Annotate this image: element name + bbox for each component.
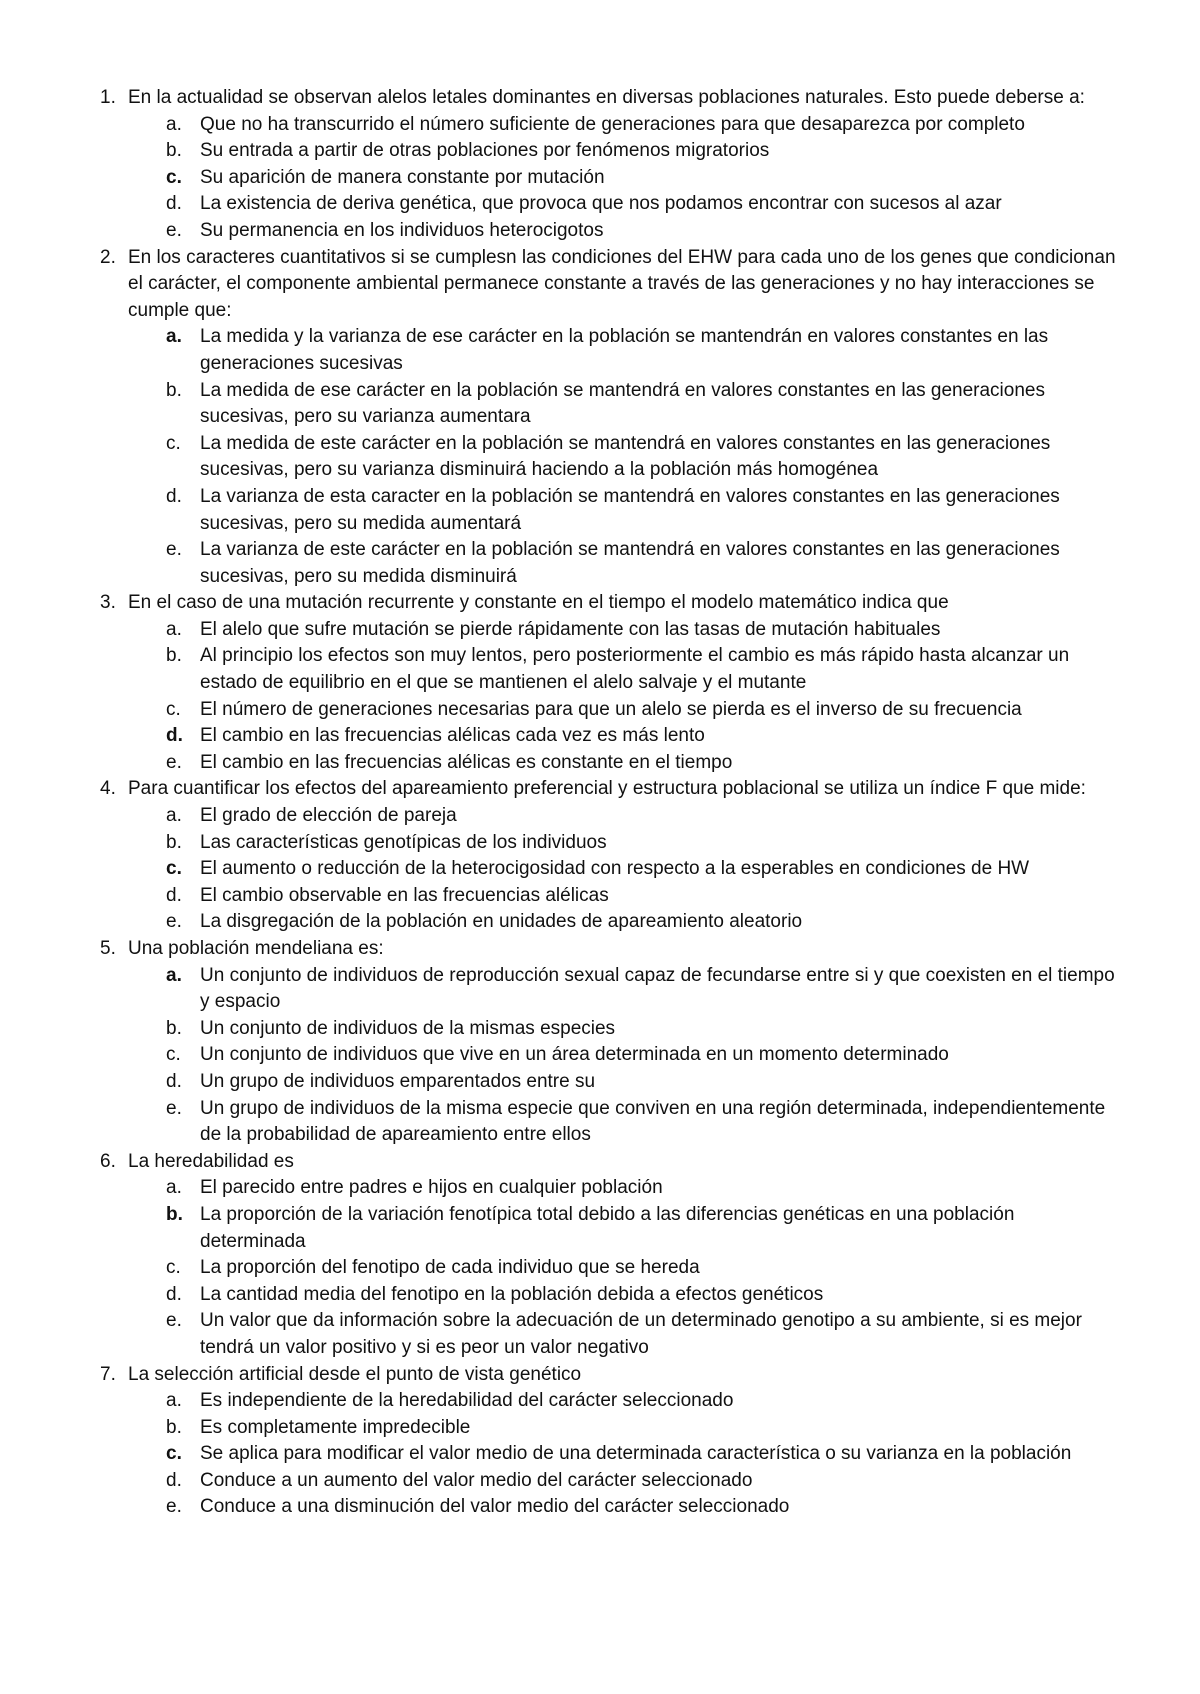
option-text: Es completamente impredecible: [200, 1416, 471, 1438]
answer-options: [128, 617, 1120, 777]
question-text: La selección artificial desde el punto de vista genético: [128, 1363, 582, 1385]
option-letter: e.: [166, 911, 182, 933]
question-text: La heredabilidad es: [128, 1150, 294, 1172]
answer-option: [166, 1069, 1120, 1096]
option-letter: d.: [166, 1469, 182, 1491]
option-letter: e.: [166, 751, 182, 773]
answer-option: [166, 1255, 1120, 1282]
question-text: Una población mendeliana es:: [128, 938, 384, 959]
option-text: El cambio en las frecuencias alélicas es constante en el tiempo: [200, 751, 733, 773]
option-text: La medida de este carácter en la población se mantendrá en valores constantes en las generaciones sucesivas, pero su varianza disminuirá haciendo a la población más homogénea: [200, 432, 1051, 481]
option-letter: b.: [166, 645, 182, 667]
option-text: El cambio observable en las frecuencias alélicas: [200, 884, 609, 906]
option-text: Su entrada a partir de otras poblaciones por fenómenos migratorios: [200, 140, 770, 162]
option-text: Al principio los efectos son muy lentos, pero posteriormente el cambio es más rápido hasta alcanzar un estado de equilibrio en el que se mantienen el alelo salvaje y el mutante: [200, 645, 1070, 694]
question-7: [100, 1362, 1120, 1522]
answer-option: [166, 617, 1120, 644]
option-letter: a.: [166, 805, 182, 827]
option-letter: a.: [166, 1390, 182, 1412]
answer-option: [166, 803, 1120, 830]
option-text: El cambio en las frecuencias alélicas cada vez es más lento: [200, 725, 705, 747]
option-text: Su permanencia en los individuos heterocigotos: [200, 219, 604, 241]
answer-option: [166, 191, 1120, 218]
option-text: La existencia de deriva genética, que provoca que nos podamos encontrar con sucesos al azar: [200, 193, 1002, 215]
option-text: Un grupo de individuos emparentados entre su: [200, 1070, 596, 1092]
answer-option: [166, 1468, 1120, 1495]
option-text: Su aparición de manera constante por mutación: [200, 166, 605, 188]
answer-option: [166, 1016, 1120, 1043]
option-text: Un conjunto de individuos de la mismas especies: [200, 1017, 616, 1039]
answer-option: [166, 537, 1120, 590]
option-text: El aumento o reducción de la heterocigosidad con respecto a la esperables en condiciones de HW: [200, 858, 1030, 880]
correct-option-letter: b.: [166, 1203, 183, 1225]
answer-option: [166, 830, 1120, 857]
question-number: 4.: [100, 778, 116, 800]
option-letter: d.: [166, 485, 182, 507]
answer-option: [166, 963, 1120, 1016]
option-letter: d.: [166, 193, 182, 215]
option-text: Las características genotípicas de los individuos: [200, 831, 607, 853]
option-letter: b.: [166, 1416, 182, 1438]
question-number: 2.: [100, 246, 116, 268]
option-text: La medida y la varianza de ese carácter en la población se mantendrán en valores constantes en las generaciones sucesivas: [200, 326, 1049, 374]
option-text: La proporción de la variación fenotípica total debido a las diferencias genéticas en una población determinada: [200, 1203, 1015, 1252]
option-letter: c.: [166, 698, 181, 720]
option-text: El número de generaciones necesarias para que un alelo se pierda es el inverso de su frecuencia: [200, 698, 1022, 720]
answer-option: [166, 218, 1120, 245]
question-number: 3.: [100, 592, 116, 614]
answer-option: [166, 1308, 1120, 1361]
question-text: En la actualidad se observan alelos letales dominantes en diversas poblaciones naturales. Esto puede deberse a:: [128, 87, 1085, 108]
answer-option: [166, 378, 1120, 431]
option-text: Un grupo de individuos de la misma especie que conviven en una región determinada, independientemente de la probabilidad de apareamiento entre ellos: [200, 1097, 1106, 1146]
correct-option-letter: a.: [166, 326, 182, 348]
question-1: [100, 85, 1120, 245]
option-letter: d.: [166, 1070, 182, 1092]
option-letter: a.: [166, 1177, 182, 1199]
option-letter: b.: [166, 831, 182, 853]
correct-option-letter: a.: [166, 964, 182, 986]
correct-option-letter: c.: [166, 1443, 182, 1465]
answer-option: [166, 324, 1120, 377]
option-text: Conduce a un aumento del valor medio del carácter seleccionado: [200, 1469, 753, 1491]
option-text: Un conjunto de individuos que vive en un área determinada en un momento determinado: [200, 1044, 949, 1066]
answer-options: [128, 1388, 1120, 1521]
question-list: [100, 85, 1120, 1521]
answer-option: [166, 138, 1120, 165]
option-letter: e.: [166, 1097, 182, 1119]
answer-options: [128, 324, 1120, 590]
option-letter: e.: [166, 539, 182, 561]
answer-option: [166, 750, 1120, 777]
option-letter: b.: [166, 379, 182, 401]
answer-options: [128, 963, 1120, 1149]
answer-option: [166, 697, 1120, 724]
answer-option: [166, 1175, 1120, 1202]
option-text: La cantidad media del fenotipo en la población debida a efectos genéticos: [200, 1283, 824, 1305]
option-letter: d.: [166, 1283, 182, 1305]
option-text: Conduce a una disminución del valor medio del carácter seleccionado: [200, 1496, 790, 1518]
question-4: [100, 776, 1120, 936]
answer-option: [166, 1282, 1120, 1309]
question-number: 1.: [100, 87, 116, 108]
answer-options: [128, 1175, 1120, 1361]
option-letter: a.: [166, 618, 182, 640]
option-text: La proporción del fenotipo de cada individuo que se hereda: [200, 1257, 700, 1279]
option-text: El alelo que sufre mutación se pierde rápidamente con las tasas de mutación habituales: [200, 618, 941, 640]
option-letter: b.: [166, 140, 182, 162]
answer-option: [166, 431, 1120, 484]
option-letter: e.: [166, 1496, 182, 1518]
answer-option: [166, 484, 1120, 537]
option-text: Es independiente de la heredabilidad del carácter seleccionado: [200, 1390, 734, 1412]
option-letter: c.: [166, 1257, 181, 1279]
answer-option: [166, 165, 1120, 192]
option-letter: c.: [166, 432, 181, 454]
option-text: Un valor que da información sobre la adecuación de un determinado genotipo a su ambiente, si es mejor tendrá un valor positivo y si es peor un valor negativo: [200, 1310, 1082, 1358]
answer-options: [128, 112, 1120, 245]
question-2: [100, 245, 1120, 591]
answer-option: [166, 643, 1120, 696]
question-number: 6.: [100, 1150, 116, 1172]
answer-option: [166, 112, 1120, 139]
answer-option: [166, 1388, 1120, 1415]
answer-option: [166, 723, 1120, 750]
question-text: En el caso de una mutación recurrente y constante en el tiempo el modelo matemático indica que: [128, 592, 949, 614]
option-text: El parecido entre padres e hijos en cualquier población: [200, 1177, 663, 1199]
option-text: La varianza de esta caracter en la población se mantendrá en valores constantes en las generaciones sucesivas, pero su medida aumentará: [200, 485, 1060, 534]
question-text: Para cuantificar los efectos del apareamiento preferencial y estructura poblacional se utiliza un índice F que mide:: [128, 778, 1086, 800]
question-text: En los caracteres cuantitativos si se cumplesn las condiciones del EHW para cada uno de los genes que condicionan el carácter, el componente ambiental permanece constante a través de las generaciones y no hay interacciones se cumple que:: [128, 246, 1116, 321]
question-number: 7.: [100, 1363, 116, 1385]
question-6: [100, 1149, 1120, 1362]
answer-option: [166, 1415, 1120, 1442]
answer-option: [166, 909, 1120, 936]
option-text: El grado de elección de pareja: [200, 805, 457, 827]
option-letter: b.: [166, 1017, 182, 1039]
question-number: 5.: [100, 938, 116, 959]
question-3: [100, 590, 1120, 776]
option-letter: c.: [166, 1044, 181, 1066]
option-text: La disgregación de la población en unidades de apareamiento aleatorio: [200, 911, 803, 933]
correct-option-letter: c.: [166, 166, 182, 188]
answer-option: [166, 1096, 1120, 1149]
option-letter: e.: [166, 1310, 182, 1332]
answer-option: [166, 1202, 1120, 1255]
answer-options: [128, 803, 1120, 936]
option-text: Un conjunto de individuos de reproducción sexual capaz de fecundarse entre si y que coexisten en el tiempo y espacio: [200, 964, 1115, 1013]
option-text: Que no ha transcurrido el número suficiente de generaciones para que desaparezca por completo: [200, 113, 1025, 135]
question-5: [100, 936, 1120, 1149]
option-letter: e.: [166, 219, 182, 241]
answer-option: [166, 1441, 1120, 1468]
answer-option: [166, 1494, 1120, 1521]
answer-option: [166, 856, 1120, 883]
option-letter: d.: [166, 884, 182, 906]
option-letter: a.: [166, 113, 182, 135]
answer-option: [166, 883, 1120, 910]
correct-option-letter: d.: [166, 725, 183, 747]
answer-option: [166, 1042, 1120, 1069]
option-text: La varianza de este carácter en la población se mantendrá en valores constantes en las generaciones sucesivas, pero su medida disminuirá: [200, 539, 1060, 587]
option-text: Se aplica para modificar el valor medio de una determinada característica o su varianza en la población: [200, 1443, 1072, 1465]
correct-option-letter: c.: [166, 858, 182, 880]
option-text: La medida de ese carácter en la población se mantendrá en valores constantes en las generaciones sucesivas, pero su varianza aumentara: [200, 379, 1045, 428]
